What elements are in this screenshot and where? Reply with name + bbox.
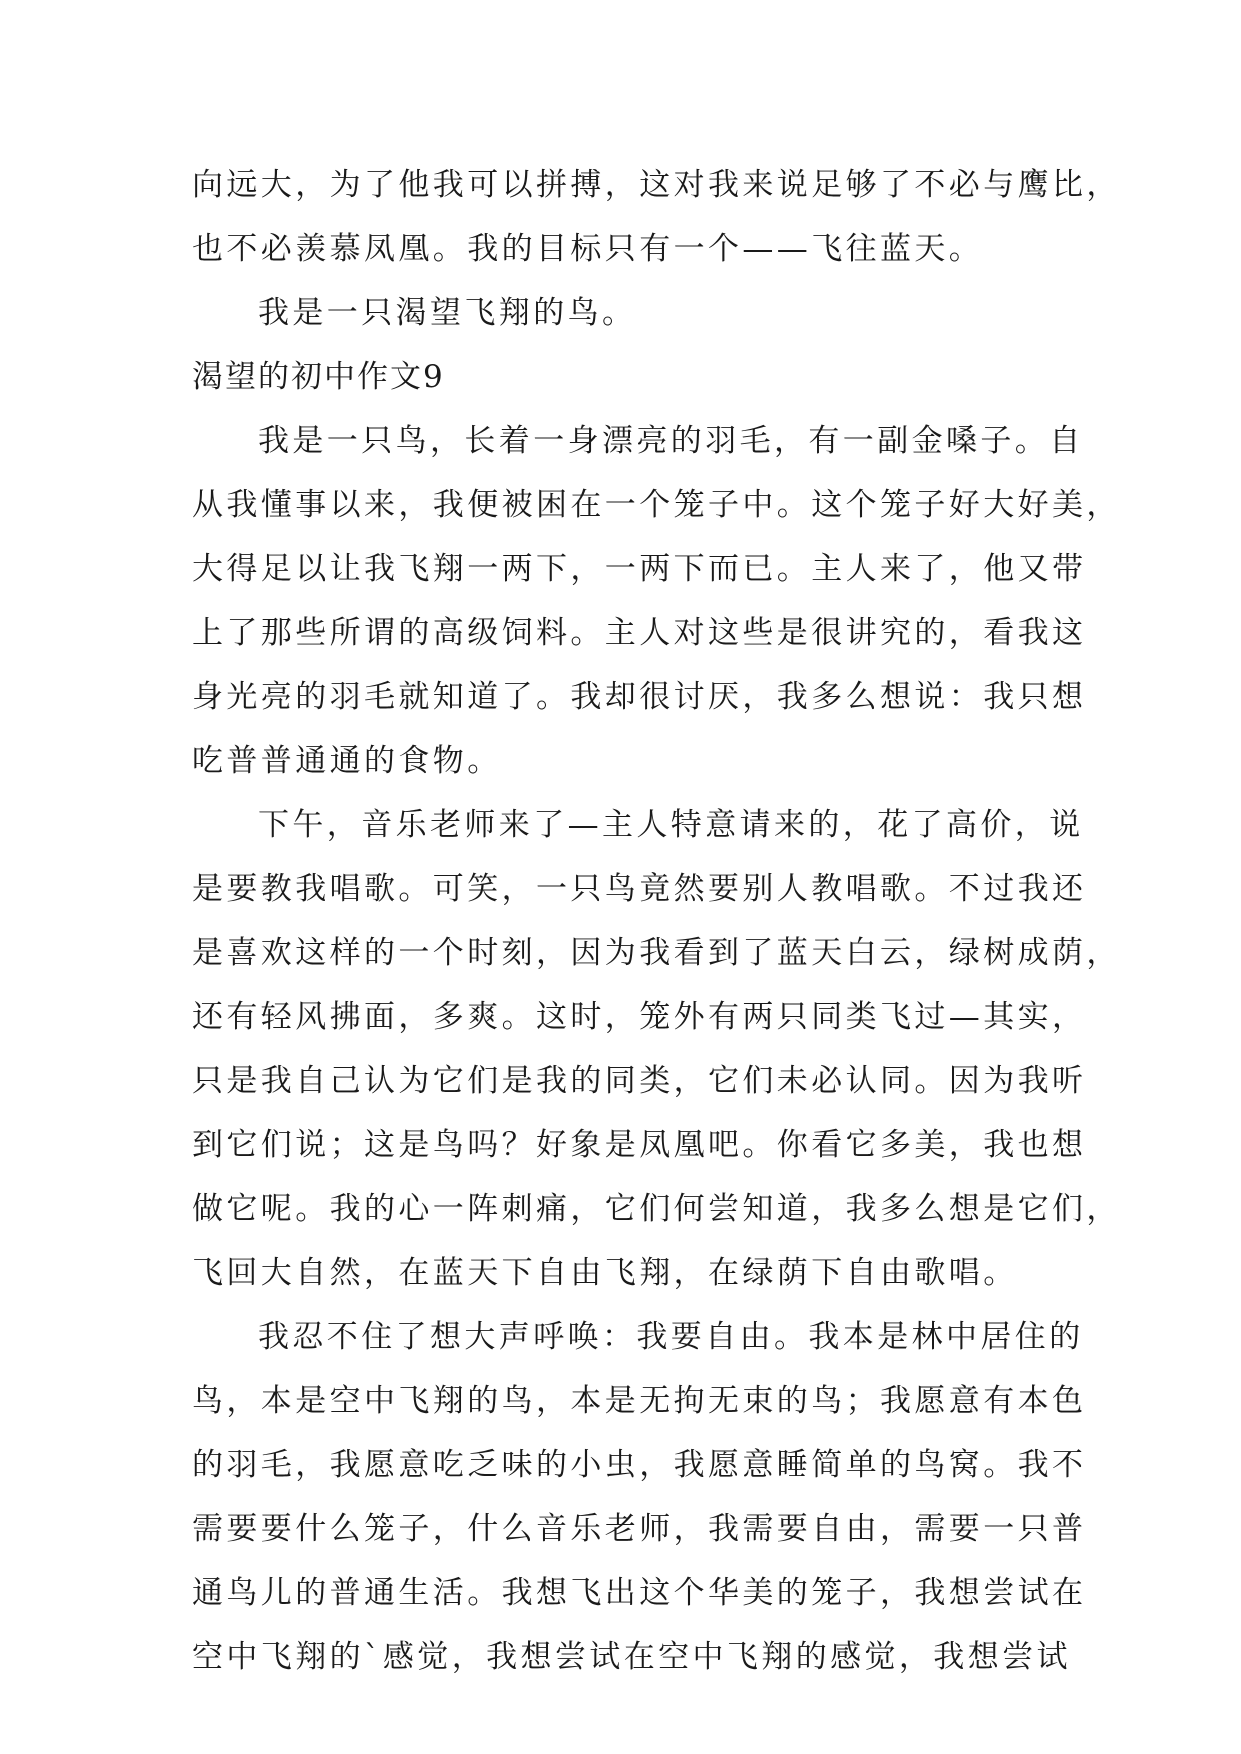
text-line: 我忍不住了想大声呼唤：我要自由。我本是林中居住的 — [258, 1319, 1084, 1355]
text-line: 我是一只鸟，长着一身漂亮的羽毛，有一副金嗓子。自 — [258, 423, 1084, 459]
text-line: 还有轻风拂面，多爽。这时，笼外有两只同类飞过—其实， — [192, 999, 1087, 1035]
text-line: 鸟，本是空中飞翔的鸟，本是无拘无束的鸟；我愿意有本色 — [192, 1383, 1087, 1419]
text-line: 我是一只渴望飞翔的鸟。 — [258, 295, 637, 331]
text-line: 空中飞翔的`感觉，我想尝试在空中飞翔的感觉，我想尝试 — [192, 1639, 1071, 1675]
text-line: 也不必羡慕凤凰。我的目标只有一个——飞往蓝天。 — [192, 231, 984, 267]
text-line: 到它们说；这是鸟吗？好象是凤凰吧。你看它多美，我也想 — [192, 1127, 1087, 1163]
text-line: 需要要什么笼子，什么音乐老师，我需要自由，需要一只普 — [192, 1511, 1087, 1547]
text-line: 上了那些所谓的高级饲料。主人对这些是很讲究的，看我这 — [192, 615, 1087, 651]
text-line: 吃普普通通的食物。 — [192, 743, 502, 779]
text-line: 通鸟儿的普通生活。我想飞出这个华美的笼子，我想尝试在 — [192, 1575, 1087, 1611]
text-line: 下午，音乐老师来了—主人特意请来的，花了高价，说 — [258, 807, 1084, 843]
text-line: 从我懂事以来，我便被困在一个笼子中。这个笼子好大好美， — [192, 487, 1121, 523]
text-line: 的羽毛，我愿意吃乏味的小虫，我愿意睡简单的鸟窝。我不 — [192, 1447, 1087, 1483]
text-line: 大得足以让我飞翔一两下，一两下而已。主人来了，他又带 — [192, 551, 1087, 587]
essay-heading: 渴望的初中作文9 — [192, 359, 445, 395]
text-line: 做它呢。我的心一阵刺痛，它们何尝知道，我多么想是它们， — [192, 1191, 1121, 1227]
text-line: 是要教我唱歌。可笑，一只鸟竟然要别人教唱歌。不过我还 — [192, 871, 1087, 907]
text-line: 只是我自己认为它们是我的同类，它们未必认同。因为我听 — [192, 1063, 1087, 1099]
text-line: 飞回大自然，在蓝天下自由飞翔，在绿荫下自由歌唱。 — [192, 1255, 1018, 1291]
text-line: 身光亮的羽毛就知道了。我却很讨厌，我多么想说：我只想 — [192, 679, 1087, 715]
text-line: 是喜欢这样的一个时刻，因为我看到了蓝天白云，绿树成荫， — [192, 935, 1121, 971]
text-line: 向远大，为了他我可以拼搏，这对我来说足够了不必与鹰比， — [192, 167, 1121, 203]
